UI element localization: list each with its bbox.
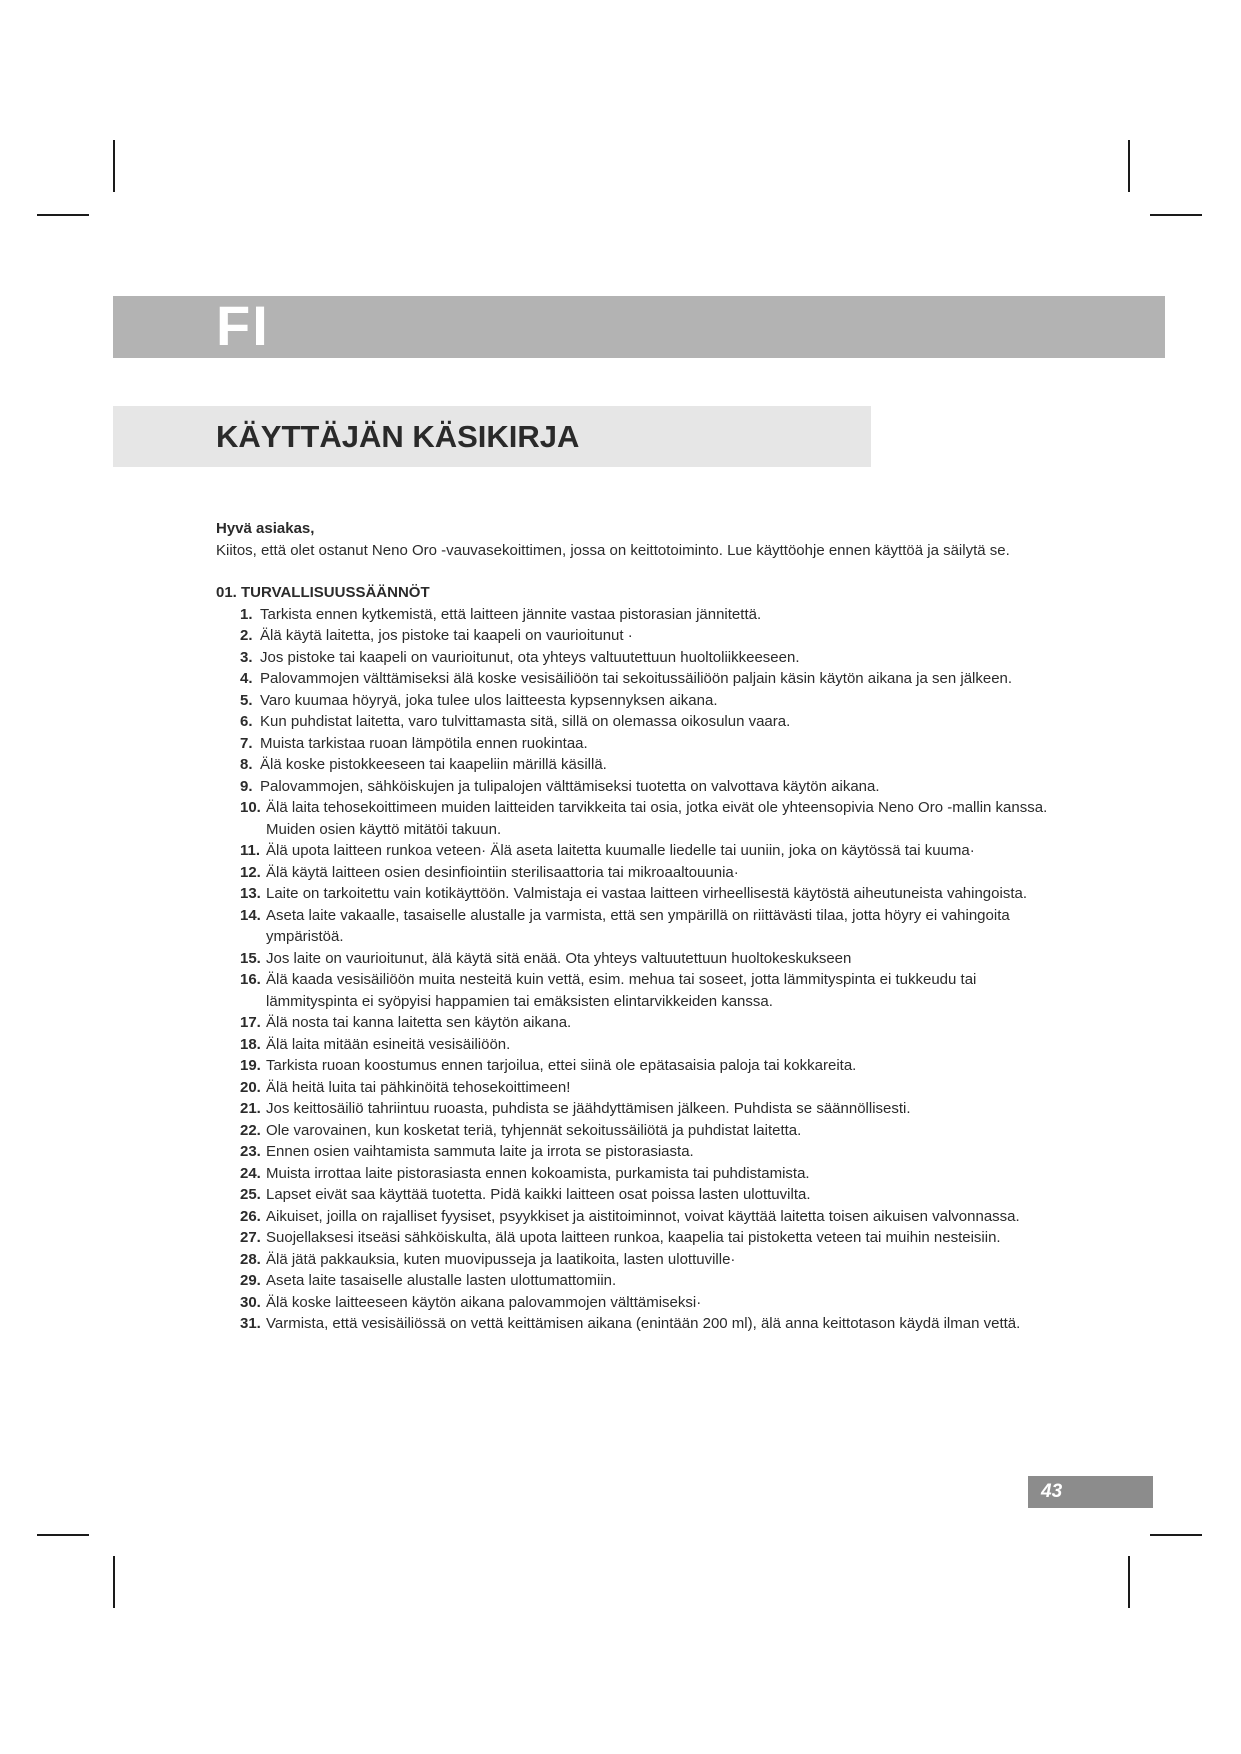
- rule-text: Älä upota laitteen runkoa veteen· Älä aseta laitetta kuumalle liedelle tai uuniin, joka on käytössä tai kuuma·: [266, 842, 975, 859]
- rule-number: 27.: [240, 1229, 261, 1246]
- list-item: [238, 733, 1056, 755]
- rule-text: Älä nosta tai kanna laitetta sen käytön aikana.: [266, 1014, 572, 1031]
- list-item: [238, 1120, 1056, 1142]
- list-item: [238, 1141, 1056, 1163]
- crop-mark-bottom-left-vertical: [113, 1556, 115, 1608]
- list-item: [238, 1292, 1056, 1314]
- list-item: [238, 1034, 1056, 1056]
- page-number-box: [1028, 1476, 1153, 1508]
- list-item: [238, 883, 1056, 905]
- rule-text: Kun puhdistat laitetta, varo tulvittamasta sitä, sillä on olemassa oikosulun vaara.: [260, 713, 791, 730]
- rule-text: Älä koske pistokkeeseen tai kaapeliin märillä käsillä.: [260, 756, 607, 773]
- list-item: [238, 1163, 1056, 1185]
- rule-number: 28.: [240, 1250, 261, 1268]
- rule-number: 5.: [240, 691, 253, 709]
- crop-mark-bottom-right-horizontal: [1150, 1534, 1202, 1536]
- rule-number: 20.: [240, 1078, 261, 1096]
- crop-mark-bottom-right-vertical: [1128, 1556, 1130, 1608]
- rule-number: 1.: [240, 605, 253, 623]
- rule-number: 6.: [240, 713, 253, 730]
- document-body: [216, 518, 1056, 1335]
- rule-text: Älä käytä laitetta, jos pistoke tai kaapeli on vaurioitunut ·: [260, 627, 633, 644]
- list-item: [238, 1270, 1056, 1292]
- title-band: [113, 406, 871, 467]
- safety-rules-list: [216, 604, 1056, 1335]
- rule-text: Laite on tarkoitettu vain kotikäyttöön. Valmistaja ei vastaa laitteen virheellisestä käytöstä aiheutuneista vahingoista.: [266, 885, 1027, 902]
- rule-number: 4.: [240, 670, 253, 687]
- greeting: Hyvä asiakas,: [216, 520, 315, 537]
- rule-number: 29.: [240, 1272, 261, 1289]
- rule-text: Jos laite on vaurioitunut, älä käytä sitä enää. Ota yhteys valtuutettuun huoltokeskukseen: [266, 949, 852, 967]
- list-item: [238, 862, 1056, 884]
- rule-text: Älä heitä luita tai pähkinöitä tehosekoittimeen!: [266, 1078, 571, 1096]
- rule-text: Palovammojen, sähköiskujen ja tulipalojen välttämiseksi tuotetta on valvottava käytön aikana.: [260, 777, 880, 795]
- crop-mark-top-right-vertical: [1128, 140, 1130, 192]
- rule-number: 23.: [240, 1143, 261, 1160]
- rule-text: Muista tarkistaa ruoan lämpötila ennen ruokintaa.: [260, 734, 588, 752]
- rule-number: 30.: [240, 1293, 261, 1311]
- rule-text: Älä laita mitään esineitä vesisäiliöön.: [266, 1035, 511, 1053]
- rule-number: 14.: [240, 906, 261, 924]
- page-title: KÄYTTÄJÄN KÄSIKIRJA: [216, 419, 580, 454]
- rule-number: 7.: [240, 734, 253, 752]
- rule-text: Lapset eivät saa käyttää tuotetta. Pidä kaikki laitteen osat poissa lasten ulottuvilta.: [266, 1186, 811, 1203]
- list-item: [238, 776, 1056, 798]
- rule-text: Jos keittosäiliö tahriintuu ruoasta, puhdista se jäähdyttämisen jälkeen. Puhdista se säännöllisesti.: [266, 1100, 911, 1117]
- rule-text: Älä käytä laitteen osien desinfiointiin sterilisaattoria tai mikroaaltouunia·: [266, 863, 739, 881]
- list-item: [238, 1098, 1056, 1120]
- crop-mark-top-left-horizontal: [37, 214, 89, 216]
- rule-text: Jos pistoke tai kaapeli on vaurioitunut, ota yhteys valtuutettuun huoltoliikkeeseen.: [260, 648, 800, 666]
- rule-number: 16.: [240, 971, 261, 988]
- list-item: [238, 1206, 1056, 1228]
- rule-text: Älä kaada vesisäiliöön muita nesteitä kuin vettä, esim. mehua tai soseet, jotta lämmityspinta ei tukkeudu tai lämmityspinta ei syöpyisi happamien tai emäksisten elintarvikkeiden kanssa.: [266, 971, 977, 1010]
- rule-number: 3.: [240, 648, 253, 666]
- rule-number: 11.: [240, 842, 261, 859]
- rule-number: 13.: [240, 885, 261, 902]
- list-item: [238, 668, 1056, 690]
- language-band: [113, 296, 1165, 358]
- rule-text: Älä jätä pakkauksia, kuten muovipusseja ja laatikoita, lasten ulottuville·: [266, 1250, 736, 1268]
- list-item: [238, 625, 1056, 647]
- rule-number: 12.: [240, 863, 261, 881]
- list-item: [238, 1077, 1056, 1099]
- list-item: [238, 797, 1056, 840]
- list-item: [238, 948, 1056, 970]
- rule-text: Varo kuumaa höyryä, joka tulee ulos laitteesta kypsennyksen aikana.: [260, 691, 718, 709]
- list-item: [238, 840, 1056, 862]
- rule-text: Muista irrottaa laite pistorasiasta ennen kokoamista, purkamista tai puhdistamista.: [266, 1164, 810, 1182]
- section-heading: 01. TURVALLISUUSSÄÄNNÖT: [216, 584, 430, 601]
- list-item: [238, 690, 1056, 712]
- rule-text: Tarkista ruoan koostumus ennen tarjoilua, ettei siinä ole epätasaisia paloja tai kokkareita.: [266, 1057, 857, 1074]
- rule-text: Ole varovainen, kun kosketat teriä, tyhjennät sekoitussäiliötä ja puhdistat laitetta.: [266, 1121, 802, 1139]
- language-code: FI: [216, 294, 270, 357]
- list-item: [238, 604, 1056, 626]
- list-item: [238, 1012, 1056, 1034]
- rule-number: 17.: [240, 1014, 261, 1031]
- list-item: [238, 1313, 1056, 1335]
- crop-mark-top-left-vertical: [113, 140, 115, 192]
- list-item: [238, 754, 1056, 776]
- list-item: [238, 969, 1056, 1012]
- rule-text: Palovammojen välttämiseksi älä koske vesisäiliöön tai sekoitussäiliöön paljain käsin käytön aikana ja sen jälkeen.: [260, 670, 1013, 687]
- rule-text: Aikuiset, joilla on rajalliset fyysiset, psyykkiset ja aistitoiminnot, voivat käyttää laitetta toisen aikuisen valvonnassa.: [266, 1207, 1020, 1225]
- list-item: [238, 1184, 1056, 1206]
- crop-mark-bottom-left-horizontal: [37, 1534, 89, 1536]
- rule-number: 25.: [240, 1186, 261, 1203]
- list-item: [238, 1249, 1056, 1271]
- rule-number: 8.: [240, 756, 253, 773]
- rule-text: Älä laita tehosekoittimeen muiden laitteiden tarvikkeita tai osia, jotka eivät ole yhteensopivia Neno Oro -mallin kanssa. Muiden osien käyttö mitätöi takuun.: [266, 799, 1048, 838]
- rule-number: 9.: [240, 777, 253, 795]
- rule-number: 31.: [240, 1315, 261, 1332]
- list-item: [238, 1055, 1056, 1077]
- rule-number: 10.: [240, 799, 261, 816]
- rule-number: 19.: [240, 1057, 261, 1074]
- rule-text: Tarkista ennen kytkemistä, että laitteen jännite vastaa pistorasian jännitettä.: [260, 605, 762, 623]
- rule-number: 22.: [240, 1121, 261, 1139]
- rule-number: 21.: [240, 1100, 261, 1117]
- list-item: [238, 905, 1056, 948]
- list-item: [238, 1227, 1056, 1249]
- rule-text: Varmista, että vesisäiliössä on vettä keittämisen aikana (enintään 200 ml), älä anna keittotason käydä ilman vettä.: [266, 1315, 1021, 1332]
- page-number: 43: [1041, 1481, 1063, 1502]
- rule-number: 2.: [240, 627, 253, 644]
- rule-number: 15.: [240, 949, 261, 967]
- rule-text: Ennen osien vaihtamista sammuta laite ja irrota se pistorasiasta.: [266, 1143, 694, 1160]
- list-item: [238, 647, 1056, 669]
- rule-text: Aseta laite tasaiselle alustalle lasten ulottumattomiin.: [266, 1272, 617, 1289]
- rule-text: Älä koske laitteeseen käytön aikana palovammojen välttämiseksi·: [266, 1293, 702, 1311]
- rule-number: 24.: [240, 1164, 261, 1182]
- rule-number: 18.: [240, 1035, 261, 1053]
- crop-mark-top-right-horizontal: [1150, 214, 1202, 216]
- list-item: [238, 711, 1056, 733]
- rule-number: 26.: [240, 1207, 261, 1225]
- intro-text: Kiitos, että olet ostanut Neno Oro -vauvasekoittimen, jossa on keittotoiminto. Lue käyttöohje ennen käyttöä ja säilytä se.: [216, 541, 1010, 559]
- rule-text: Suojellaksesi itseäsi sähköiskulta, älä upota laitteen runkoa, kaapelia tai pistoketta veteen tai muihin nesteisiin.: [266, 1229, 1001, 1246]
- rule-text: Aseta laite vakaalle, tasaiselle alustalle ja varmista, että sen ympärillä on riittävästi tilaa, jotta höyry ei vahingoita ympäristöä.: [266, 906, 1010, 945]
